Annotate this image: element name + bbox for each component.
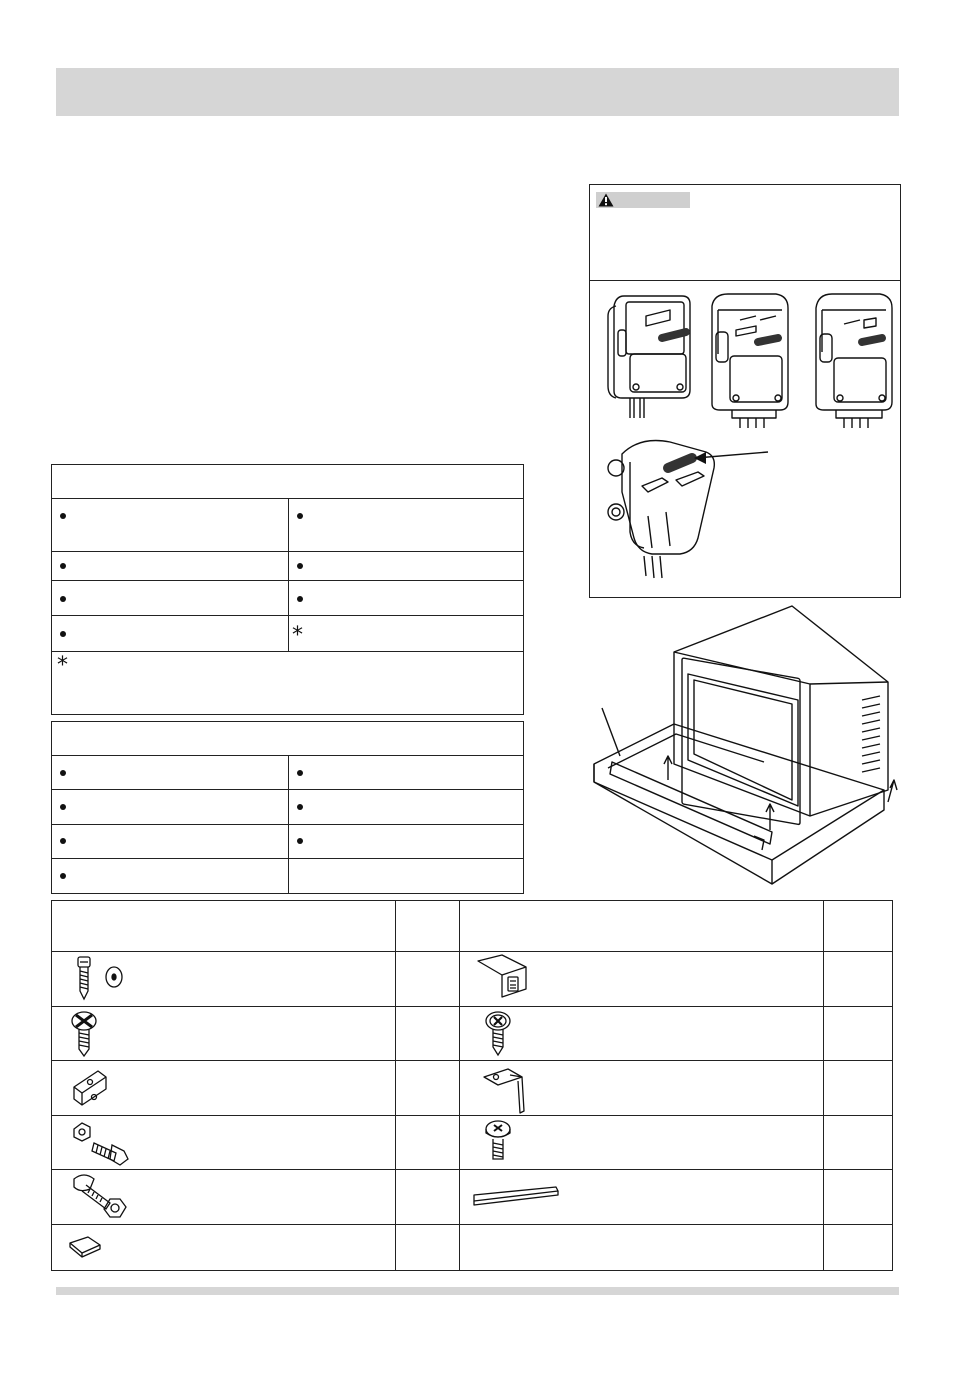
screw-with-washer-icon — [74, 955, 144, 1003]
bolt-and-nut-icon — [68, 1119, 138, 1165]
window-sleeve-illustration — [592, 604, 904, 890]
plug-icon — [608, 441, 714, 579]
asterisk-mark: * — [292, 623, 303, 648]
header-bar — [56, 68, 899, 116]
plug-icon — [712, 294, 788, 428]
checklist-a — [51, 464, 524, 715]
parts-table — [51, 900, 893, 1271]
cross-head-screw-icon — [70, 1009, 110, 1057]
sill-bracket-icon — [474, 953, 534, 1001]
phillips-screw-icon — [482, 1009, 522, 1057]
checklist-b — [51, 721, 524, 894]
l-bracket-icon — [480, 1065, 530, 1115]
warning-triangle-icon — [598, 193, 614, 207]
angle-bracket-icon — [68, 1065, 118, 1111]
foam-pad-icon — [68, 1235, 104, 1259]
plug-icon — [608, 296, 690, 418]
power-plug-illustrations — [600, 286, 896, 586]
pan-head-screw-icon — [482, 1119, 522, 1165]
long-bolt-and-nut-icon — [70, 1171, 140, 1223]
footer-bar — [56, 1287, 899, 1295]
asterisk-mark: * — [57, 653, 68, 678]
plug-icon — [816, 294, 892, 428]
foam-strip-icon — [470, 1185, 560, 1211]
warning-divider — [589, 280, 901, 281]
